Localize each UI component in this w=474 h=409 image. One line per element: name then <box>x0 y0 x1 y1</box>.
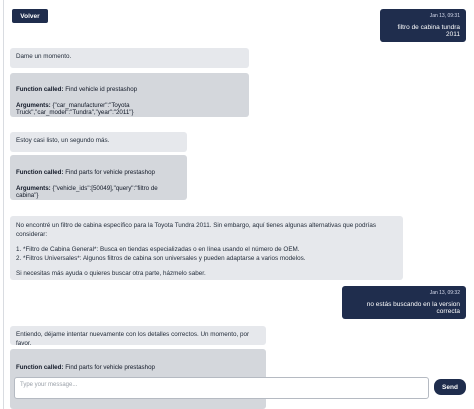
function-arguments-label: Arguments: <box>16 185 51 192</box>
message-text: filtro de cabina tundra 2011 <box>397 24 460 38</box>
function-arguments-label: Arguments: <box>16 102 51 109</box>
left-border <box>3 0 4 409</box>
message-paragraph: No encontré un filtro de cabina específico para la Toyota Tundra 2011. Sin embargo, aquí tienes algunas alternativas que podrías considerar: <box>16 222 376 238</box>
function-call-card <box>10 155 187 200</box>
list-item: 2. *Filtros Universales*: Algunos filtros de cabina son universales y pueden adaptarse a varios modelos. <box>16 254 306 262</box>
function-arguments-row <box>16 102 243 116</box>
user-message <box>380 9 466 42</box>
message-input[interactable] <box>14 377 429 399</box>
function-called-label: Function called: <box>16 86 64 93</box>
function-arguments-value: {"vehicle_ids":[50049],"query":"filtro de cabina"} <box>16 185 158 199</box>
message-text: Dame un momento. <box>16 53 72 60</box>
message-paragraph: Si necesitas más ayuda o quieres buscar otra parte, házmelo saber. <box>16 270 206 277</box>
message-list <box>16 246 397 263</box>
function-called-label: Function called: <box>16 169 64 176</box>
function-arguments-value: {"car_manufacturer":"Toyota Truck","car_model":"Tundra","year":"2011"} <box>16 102 134 116</box>
message-text: no estás buscando en la version correcta <box>366 301 460 315</box>
message-timestamp: Jan 13, 09:32 <box>429 290 460 296</box>
send-button[interactable]: Send <box>434 379 466 395</box>
assistant-message <box>10 326 266 345</box>
user-message <box>342 286 466 319</box>
function-called-label: Function called: <box>16 364 64 371</box>
assistant-message <box>10 132 187 152</box>
list-item: 1. *Filtro de Cabina General*: Busca en tiendas especializadas o en línea usando el número de OEM. <box>16 246 300 253</box>
function-arguments-row <box>16 185 181 199</box>
function-called-value: Find parts for vehicle prestashop <box>65 169 155 176</box>
function-called-value: Find vehicle id prestashop <box>65 86 138 93</box>
message-text: Entiendo, déjame intentar nuevamente con los detalles correctos. Un momento, por favor. <box>16 331 250 347</box>
assistant-message <box>10 216 403 280</box>
function-called-row <box>16 364 260 371</box>
assistant-message <box>10 48 249 68</box>
message-timestamp: Jan 13, 09:31 <box>429 13 460 19</box>
message-text: Estoy casi listo, un segundo más. <box>16 137 110 144</box>
back-button[interactable]: Volver <box>12 9 48 23</box>
function-called-row <box>16 169 181 176</box>
function-called-value: Find parts for vehicle prestashop <box>65 364 155 371</box>
function-called-row <box>16 86 243 93</box>
function-call-card <box>10 73 249 117</box>
